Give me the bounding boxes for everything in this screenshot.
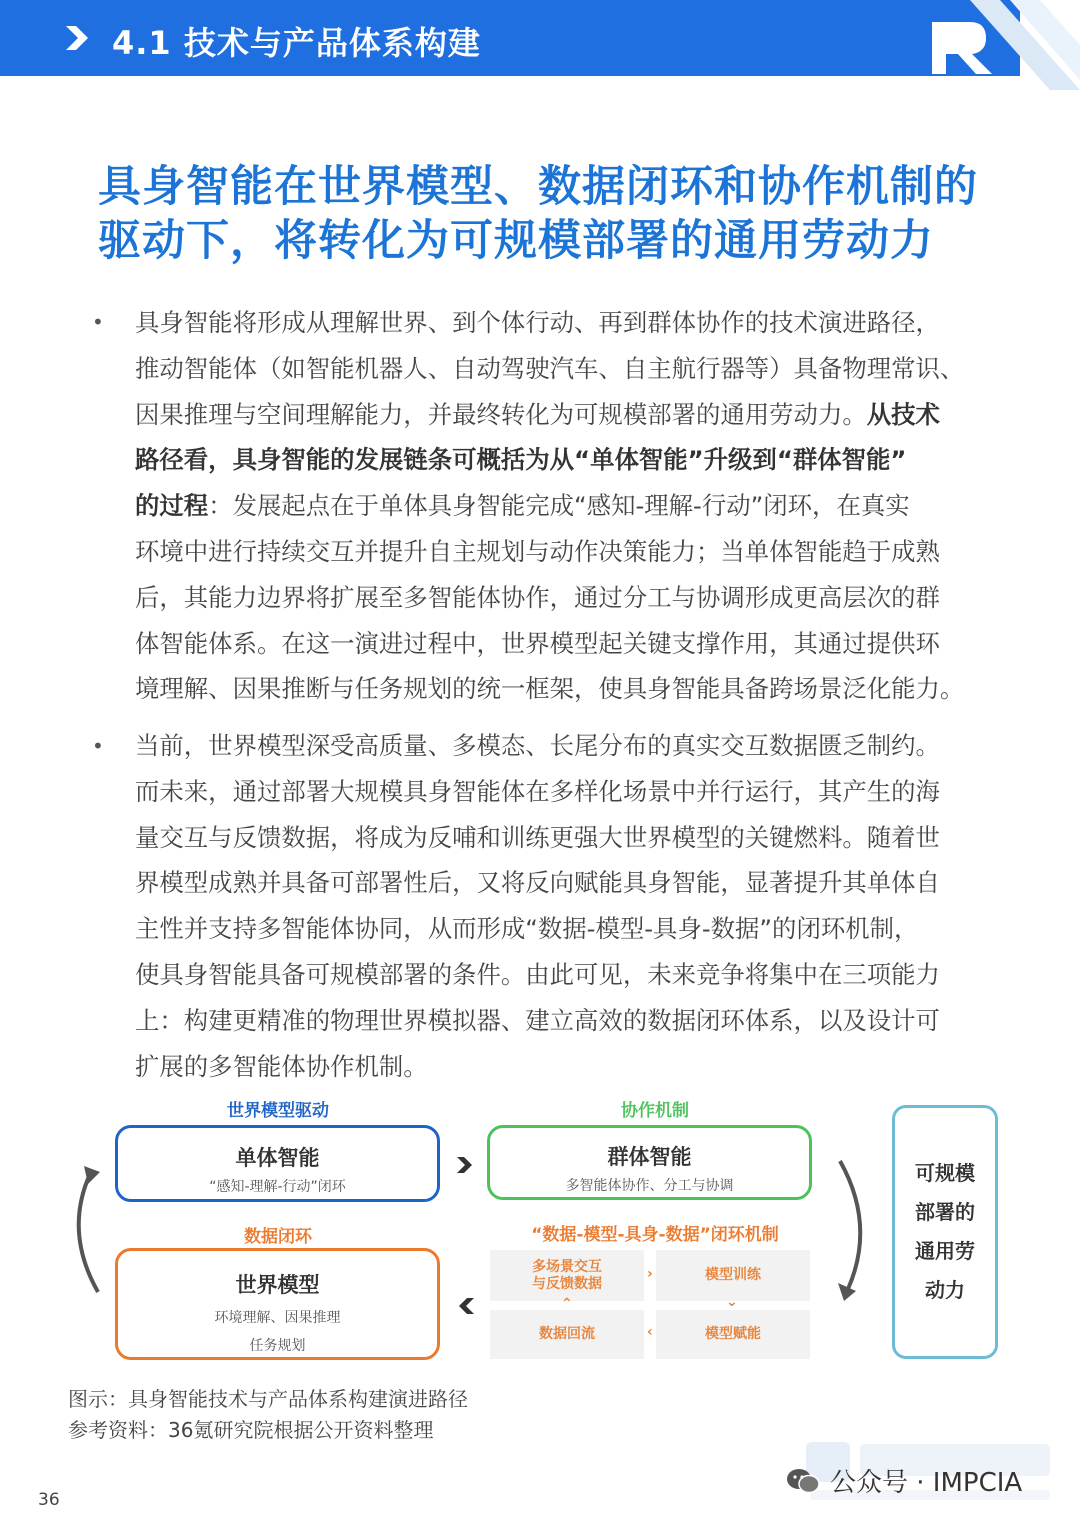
single-intelligence-box bbox=[115, 1125, 440, 1202]
para1-line bbox=[135, 483, 1005, 529]
para1-line: 体智能体系。在这一演进过程中，世界模型起关键支撑作用，其通过提供环 bbox=[135, 628, 940, 658]
paragraph-1 bbox=[135, 300, 1005, 712]
para1-line bbox=[135, 392, 1005, 438]
headline bbox=[98, 160, 998, 268]
scalable-labor-box bbox=[892, 1105, 998, 1359]
para1-line bbox=[135, 437, 1005, 483]
headline-line-1: 具身智能在世界模型、数据闭环和协作机制的 bbox=[98, 162, 978, 212]
world-model-box bbox=[115, 1248, 440, 1360]
right-line: 可规模 bbox=[915, 1161, 975, 1185]
page-number: 36 bbox=[38, 1490, 60, 1510]
loop-arrow-left-icon bbox=[58, 1160, 108, 1305]
figure-caption: 图示：具身智能技术与产品体系构建演进路径 bbox=[68, 1387, 468, 1411]
group-intelligence-box bbox=[487, 1125, 812, 1200]
source-caption: 参考资料：36氪研究院根据公开资料整理 bbox=[68, 1418, 434, 1442]
bullet-1: • bbox=[92, 310, 104, 334]
scalable-labor-text bbox=[910, 1154, 980, 1310]
chevron-right-icon bbox=[62, 22, 92, 54]
single-subtitle: “感知-理解-行动”闭环 bbox=[209, 1179, 346, 1195]
paragraph-2 bbox=[135, 723, 1005, 1089]
world-title: 世界模型 bbox=[235, 1273, 320, 1297]
para2-line: 而未来，通过部署大规模具身智能体在多样化场景中并行运行，其产生的海 bbox=[135, 776, 940, 806]
section-title: 4.1 技术与产品体系构建 bbox=[112, 24, 481, 62]
cell-text: 与反馈数据 bbox=[532, 1275, 602, 1292]
world-subtitle-2: 任务规划 bbox=[249, 1338, 306, 1354]
para1-bold: 从技术 bbox=[866, 399, 940, 429]
para1-bold: 的过程 bbox=[135, 491, 209, 521]
cell-data-backflow: 数据回流 bbox=[490, 1310, 644, 1359]
arrow-left-icon bbox=[456, 1296, 476, 1316]
para1-line: 境理解、因果推断与任务规划的统一框架，使具身智能具备跨场景泛化能力。 bbox=[135, 674, 965, 704]
label-data-loop: 数据闭环 bbox=[244, 1227, 312, 1247]
wechat-label: 公众号 · IMPCIA bbox=[830, 1468, 1023, 1498]
brand-logo-icon bbox=[900, 0, 1080, 90]
group-title: 群体智能 bbox=[607, 1145, 692, 1169]
right-line: 通用劳 bbox=[915, 1239, 975, 1263]
cell-text: 多场景交互 bbox=[532, 1258, 602, 1275]
label-collaboration: 协作机制 bbox=[621, 1101, 689, 1121]
cell-model-empower: 模型赋能 bbox=[656, 1310, 810, 1359]
para1-text: 因果推理与空间理解能力，并最终转化为可规模部署的通用劳动力。 bbox=[135, 399, 867, 429]
para2-line: 当前，世界模型深受高质量、多模态、长尾分布的真实交互数据匮乏制约。 bbox=[135, 731, 940, 760]
para1-line: 具身智能将形成从理解世界、到个体行动、再到群体协作的技术演进路径， bbox=[135, 308, 940, 337]
right-line: 动力 bbox=[925, 1278, 965, 1302]
arrow-right-icon bbox=[455, 1155, 475, 1175]
chevron-left-icon: ‹ bbox=[647, 1324, 653, 1340]
para2-line: 主性并支持多智能体协同，从而形成“数据-模型-具身-数据”的闭环机制， bbox=[135, 914, 919, 944]
headline-line-2: 驱动下，将转化为可规模部署的通用劳动力 bbox=[98, 216, 934, 266]
wechat-icon bbox=[786, 1467, 820, 1495]
para2-line: 上：构建更精准的物理世界模拟器、建立高效的数据闭环体系，以及设计可 bbox=[135, 1005, 940, 1035]
page-header bbox=[0, 0, 1080, 76]
para1-line: 推动智能体（如智能机器人、自动驾驶汽车、自主航行器等）具备物理常识、 bbox=[135, 353, 965, 383]
chevron-down-icon: ⌄ bbox=[726, 1294, 738, 1310]
bullet-2: • bbox=[92, 734, 104, 758]
chevron-up-icon: ⌃ bbox=[561, 1296, 573, 1312]
para2-line: 量交互与反馈数据，将成为反哺和训练更强大世界模型的关键燃料。随着世 bbox=[135, 822, 940, 852]
para1-text: ：发展起点在于单体具身智能完成“感知-理解-行动”闭环，在真实 bbox=[208, 491, 910, 521]
loop-arrow-right-icon bbox=[830, 1155, 880, 1305]
cell-interaction-data bbox=[490, 1250, 644, 1301]
para2-line: 扩展的多智能体协作机制。 bbox=[135, 1051, 428, 1081]
para1-line: 后，其能力边界将扩展至多智能体协作，通过分工与协调形成更高层次的群 bbox=[135, 582, 940, 612]
para1-line: 环境中进行持续交互并提升自主规划与动作决策能力；当单体智能趋于成熟 bbox=[135, 536, 940, 566]
single-title: 单体智能 bbox=[235, 1146, 320, 1170]
chevron-right-icon: › bbox=[647, 1266, 653, 1282]
world-subtitle-1: 环境理解、因果推理 bbox=[214, 1310, 341, 1326]
para2-line: 界模型成熟并具备可部署性后，又将反向赋能具身智能，显著提升其单体自 bbox=[135, 868, 940, 898]
right-line: 部署的 bbox=[915, 1200, 975, 1224]
wechat-account bbox=[786, 1462, 1022, 1499]
para2-line: 使具身智能具备可规模部署的条件。由此可见，未来竞争将集中在三项能力 bbox=[135, 959, 940, 989]
group-subtitle: 多智能体协作、分工与协调 bbox=[565, 1178, 734, 1194]
cell-model-training: 模型训练 bbox=[656, 1250, 810, 1301]
label-loop-mechanism: “数据-模型-具身-数据”闭环机制 bbox=[531, 1225, 779, 1245]
para1-bold: 路径看，具身智能的发展链条可概括为从“单体智能”升级到“群体智能” bbox=[135, 445, 907, 475]
label-world-model-driven: 世界模型驱动 bbox=[227, 1101, 329, 1121]
